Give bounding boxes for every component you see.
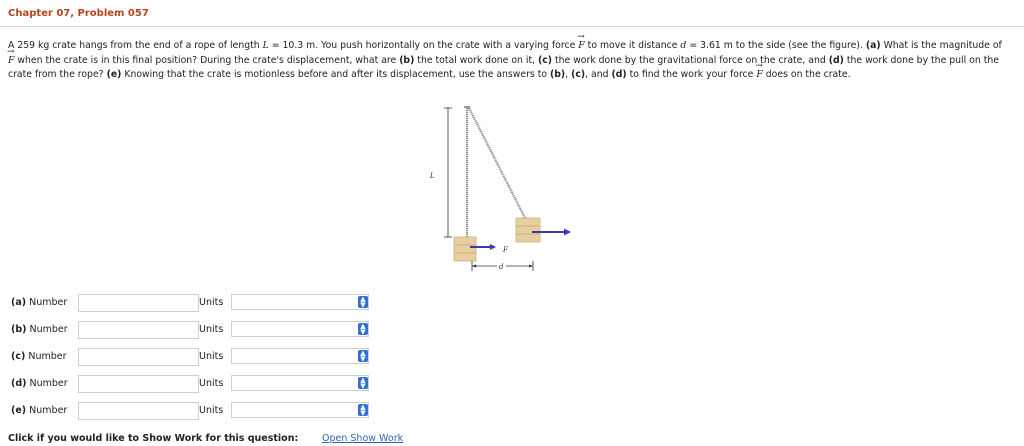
select-arrow-icon: ▲ ▼ bbox=[358, 404, 368, 416]
header-divider bbox=[0, 26, 1024, 27]
part-d-tag: (d) bbox=[828, 54, 844, 66]
problem-segment: does on the crate. bbox=[762, 69, 851, 80]
units-select-d[interactable] bbox=[231, 375, 369, 391]
problem-segment: , bbox=[565, 69, 572, 80]
rope-displaced bbox=[469, 108, 526, 220]
problem-segment: , and bbox=[585, 69, 612, 80]
select-arrow-icon: ▲ ▼ bbox=[358, 377, 368, 389]
number-label: Number bbox=[29, 378, 68, 389]
number-label: Number bbox=[29, 297, 68, 308]
problem-segment: the total work done on it, bbox=[414, 54, 539, 66]
problem-segment: the work done by the gravitational force on the crate, and bbox=[552, 54, 829, 66]
label-F-figure: F bbox=[503, 246, 508, 254]
var-F-vector: → F bbox=[756, 69, 762, 80]
problem-segment: to find the work your force bbox=[626, 69, 757, 80]
units-select-e[interactable] bbox=[231, 402, 369, 418]
problem-segment: the work done by the pull on the crate from the rope? bbox=[8, 54, 999, 80]
number-input-c[interactable] bbox=[78, 348, 199, 366]
answer-label-c bbox=[11, 351, 67, 362]
problem-segment: when the crate is in this final position? During the crate's displacement, what are bbox=[14, 54, 400, 66]
ref-b-tag: (b) bbox=[550, 69, 566, 80]
answer-tag: (a) bbox=[11, 297, 27, 308]
units-label-a: Units bbox=[199, 297, 224, 308]
pendulum-figure bbox=[430, 100, 580, 280]
part-e-tag: (e) bbox=[106, 69, 122, 80]
crate-displaced bbox=[516, 218, 540, 242]
number-input-d[interactable] bbox=[78, 375, 199, 393]
select-arrow-icon: ▲ ▼ bbox=[358, 296, 368, 308]
answer-tag: (d) bbox=[11, 378, 27, 389]
answer-label-d bbox=[11, 378, 68, 389]
number-input-e[interactable] bbox=[78, 402, 199, 420]
ref-d-tag: (d) bbox=[611, 69, 627, 80]
var-F-vector: → F bbox=[8, 55, 14, 66]
problem-segment: = 3.61 m to the side (see the figure). bbox=[686, 40, 866, 51]
part-c-tag: (c) bbox=[538, 54, 553, 66]
show-work-prompt: Click if you would like to Show Work for this question: bbox=[8, 433, 299, 444]
problem-text bbox=[8, 39, 1008, 83]
answer-label-b bbox=[11, 324, 68, 335]
units-label-b: Units bbox=[199, 324, 224, 335]
label-d: d bbox=[499, 263, 504, 271]
problem-segment: What is the magnitude of bbox=[880, 40, 1002, 51]
part-b-tag: (b) bbox=[399, 54, 415, 66]
distance-arrowhead-left bbox=[472, 265, 476, 268]
ceiling-bar bbox=[464, 106, 470, 108]
select-arrow-icon: ▲ ▼ bbox=[358, 350, 368, 362]
units-select-a[interactable] bbox=[231, 294, 369, 310]
number-label: Number bbox=[29, 405, 68, 416]
var-L: L bbox=[262, 40, 269, 51]
units-select-c[interactable] bbox=[231, 348, 369, 364]
part-a-tag: (a) bbox=[865, 40, 881, 51]
units-label-c: Units bbox=[199, 351, 224, 362]
distance-arrowhead-right bbox=[529, 265, 533, 268]
problem-segment: A 259 kg crate hangs from the end of a rope of length bbox=[8, 40, 263, 51]
answer-tag: (e) bbox=[11, 405, 27, 416]
units-select-b[interactable] bbox=[231, 321, 369, 337]
select-arrow-icon: ▲ ▼ bbox=[358, 323, 368, 335]
answer-label-e bbox=[11, 405, 67, 416]
open-show-work-link[interactable]: Open Show Work bbox=[322, 433, 404, 444]
number-input-a[interactable] bbox=[78, 294, 199, 312]
label-L: L bbox=[430, 172, 435, 180]
number-label: Number bbox=[29, 324, 68, 335]
units-label-d: Units bbox=[199, 378, 224, 389]
ref-c-tag: (c) bbox=[571, 69, 586, 80]
problem-segment: Knowing that the crate is motionless before and after its displacement, use the answers to bbox=[121, 69, 550, 80]
page-title: Chapter 07, Problem 057 bbox=[8, 8, 149, 19]
force-arrowhead-initial bbox=[490, 244, 496, 250]
crate-initial bbox=[454, 237, 476, 261]
number-input-b[interactable] bbox=[78, 321, 199, 339]
var-d: d bbox=[680, 40, 687, 51]
answer-tag: (b) bbox=[11, 324, 27, 335]
answer-tag: (c) bbox=[11, 351, 26, 362]
number-label: Number bbox=[28, 351, 67, 362]
answer-label-a bbox=[11, 297, 67, 308]
force-arrowhead-displaced bbox=[564, 229, 571, 236]
problem-segment: to move it distance bbox=[584, 40, 681, 51]
var-F-vector: → F bbox=[578, 40, 584, 51]
units-label-e: Units bbox=[199, 405, 224, 416]
problem-segment: = 10.3 m. You push horizontally on the crate with a varying force bbox=[268, 40, 579, 51]
